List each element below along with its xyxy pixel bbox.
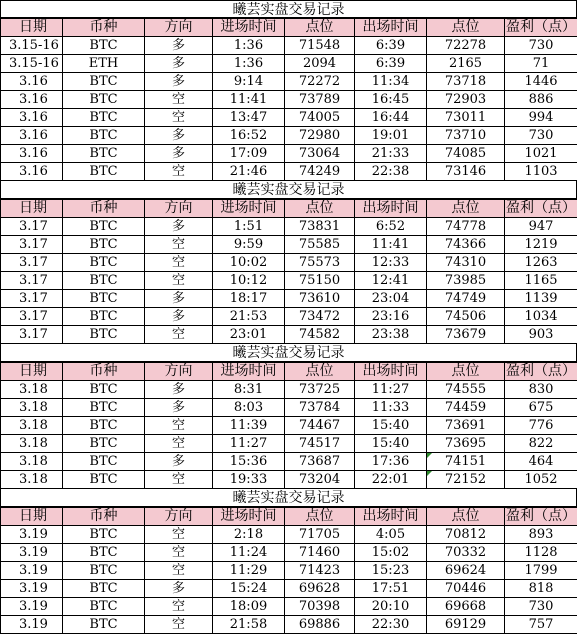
table-cell: 1128 [505,544,577,562]
table-row [1,91,577,109]
table-cell: 3.16 [1,145,63,163]
table-cell: 3.18 [1,399,63,417]
column-header: 点位 [285,363,355,381]
table-cell: 886 [505,91,577,109]
table-cell: 73011 [427,109,505,127]
table-cell: BTC [63,145,145,163]
table-cell: 空 [145,272,213,290]
header-row [1,19,577,37]
table-cell: 15:40 [355,435,427,453]
column-header: 日期 [1,508,63,526]
column-header: 点位 [285,19,355,37]
table-cell: 3.17 [1,272,63,290]
table-cell: 22:30 [355,616,427,634]
table-cell: 3.16 [1,163,63,181]
table-cell: 21:46 [213,163,285,181]
table-cell: 16:52 [213,127,285,145]
table-cell: BTC [63,91,145,109]
column-header: 日期 [1,363,63,381]
table-cell: 多 [145,453,213,471]
table-cell: 994 [505,109,577,127]
table-cell: 3.18 [1,453,63,471]
table-row [1,37,577,55]
table-cell: 3.18 [1,417,63,435]
table-cell: 11:24 [213,544,285,562]
table-cell: 69886 [285,616,355,634]
table-cell: BTC [63,236,145,254]
column-header: 方向 [145,363,213,381]
table-cell: 9:14 [213,73,285,91]
table-cell: BTC [63,254,145,272]
table-cell: 3.17 [1,254,63,272]
table-cell: 6:52 [355,218,427,236]
column-header: 币种 [63,363,145,381]
table-cell: 1:36 [213,55,285,73]
table-cell: BTC [63,290,145,308]
table-cell: 69628 [285,580,355,598]
table-cell: BTC [63,127,145,145]
table-cell: 22:38 [355,163,427,181]
table-cell: 71 [505,55,577,73]
table-cell: 3.19 [1,580,63,598]
table-cell: 74366 [427,236,505,254]
table-cell: 16:44 [355,109,427,127]
table-cell: 15:24 [213,580,285,598]
table-cell: 72903 [427,91,505,109]
table-cell: 空 [145,109,213,127]
table-cell: 20:10 [355,598,427,616]
table-cell: 空 [145,91,213,109]
table-cell: 13:47 [213,109,285,127]
table-cell: 16:45 [355,91,427,109]
table-cell: 11:41 [355,236,427,254]
table-cell: 73064 [285,145,355,163]
table-cell: BTC [63,562,145,580]
table-cell: 多 [145,399,213,417]
table-cell: 3.19 [1,616,63,634]
table-cell: 3.15-16 [1,37,63,55]
table-cell: 74506 [427,308,505,326]
table-cell: 11:33 [355,399,427,417]
table-cell: 74151 [427,453,505,471]
table-cell: 74310 [427,254,505,272]
table-cell: BTC [63,544,145,562]
trade-table [0,18,577,181]
table-cell: 75150 [285,272,355,290]
table-cell: 903 [505,326,577,344]
table-cell: 72152 [427,471,505,489]
table-cell: 74778 [427,218,505,236]
table-cell: 多 [145,55,213,73]
table-cell: 71460 [285,544,355,562]
column-header: 点位 [285,200,355,218]
table-cell: 11:29 [213,562,285,580]
table-cell: 12:33 [355,254,427,272]
table-cell: 1446 [505,73,577,91]
table-cell: 21:58 [213,616,285,634]
table-cell: 15:23 [355,562,427,580]
table-cell: 70812 [427,526,505,544]
header-row [1,508,577,526]
column-header: 进场时间 [213,363,285,381]
column-header: 点位 [427,200,505,218]
table-cell: 23:16 [355,308,427,326]
table-cell: 多 [145,308,213,326]
table-cell: 10:12 [213,272,285,290]
table-row [1,254,577,272]
table-cell: 73472 [285,308,355,326]
table-cell: 3.15-16 [1,55,63,73]
column-header: 进场时间 [213,200,285,218]
header-row [1,363,577,381]
table-row [1,163,577,181]
table-cell: 15:36 [213,453,285,471]
table-cell: 多 [145,290,213,308]
table-row [1,453,577,471]
column-header: 币种 [63,508,145,526]
table-cell: 73204 [285,471,355,489]
table-cell: 70446 [427,580,505,598]
table-cell: BTC [63,218,145,236]
table-cell: BTC [63,417,145,435]
table-cell: 空 [145,598,213,616]
table-cell: 1165 [505,272,577,290]
table-cell: 730 [505,127,577,145]
table-cell: 多 [145,381,213,399]
table-cell: 18:09 [213,598,285,616]
table-cell: BTC [63,326,145,344]
table-cell: 74555 [427,381,505,399]
column-header: 点位 [285,508,355,526]
table-row [1,526,577,544]
table-cell: 3.18 [1,381,63,399]
table-cell: 空 [145,616,213,634]
table-cell: 822 [505,435,577,453]
table-cell: 空 [145,471,213,489]
table-cell: 75573 [285,254,355,272]
table-cell: 6:39 [355,37,427,55]
column-header: 出场时间 [355,19,427,37]
table-cell: 3.16 [1,91,63,109]
table-cell: 空 [145,435,213,453]
table-cell: 17:51 [355,580,427,598]
table-cell: 3.18 [1,471,63,489]
table-row [1,399,577,417]
table-cell: 8:03 [213,399,285,417]
table-cell: 73831 [285,218,355,236]
table-cell: 9:59 [213,236,285,254]
table-cell: 72272 [285,73,355,91]
table-cell: 1139 [505,290,577,308]
table-cell: 11:39 [213,417,285,435]
table-row [1,471,577,489]
table-cell: 多 [145,127,213,145]
table-cell: 69624 [427,562,505,580]
table-cell: 757 [505,616,577,634]
column-header: 日期 [1,19,63,37]
table-cell: 21:53 [213,308,285,326]
table-cell: 17:09 [213,145,285,163]
table-cell: 73784 [285,399,355,417]
section-title: 曦芸实盘交易记录 [0,181,577,199]
table-cell: 12:41 [355,272,427,290]
column-header: 点位 [427,363,505,381]
table-row [1,598,577,616]
table-row [1,562,577,580]
table-cell: 71548 [285,37,355,55]
table-cell: 776 [505,417,577,435]
table-cell: BTC [63,580,145,598]
table-cell: 多 [145,580,213,598]
table-cell: 11:27 [355,381,427,399]
table-cell: 71423 [285,562,355,580]
table-cell: 74582 [285,326,355,344]
table-cell: 15:40 [355,417,427,435]
table-cell: 73985 [427,272,505,290]
table-cell: BTC [63,399,145,417]
table-cell: 多 [145,37,213,55]
table-cell: 70332 [427,544,505,562]
table-row [1,326,577,344]
table-row [1,580,577,598]
table-cell: 3.16 [1,109,63,127]
table-cell: 74005 [285,109,355,127]
table-cell: 2094 [285,55,355,73]
table-cell: ETH [63,55,145,73]
table-cell: BTC [63,272,145,290]
table-cell: 3.17 [1,308,63,326]
table-cell: 空 [145,526,213,544]
table-cell: BTC [63,163,145,181]
table-cell: 830 [505,381,577,399]
table-cell: 1103 [505,163,577,181]
table-row [1,236,577,254]
table-cell: 464 [505,453,577,471]
column-header: 日期 [1,200,63,218]
table-cell: BTC [63,435,145,453]
table-cell: 11:34 [355,73,427,91]
table-cell: 74467 [285,417,355,435]
table-row [1,145,577,163]
table-cell: 73789 [285,91,355,109]
trade-table [0,362,577,489]
table-cell: 75585 [285,236,355,254]
table-cell: 1219 [505,236,577,254]
table-row [1,435,577,453]
table-cell: 73695 [427,435,505,453]
table-cell: 15:02 [355,544,427,562]
table-row [1,417,577,435]
table-cell: 71705 [285,526,355,544]
column-header: 盈利（点） [505,508,577,526]
table-cell: 4:05 [355,526,427,544]
table-cell: BTC [63,37,145,55]
table-row [1,290,577,308]
table-cell: 818 [505,580,577,598]
table-cell: 3.17 [1,218,63,236]
column-header: 盈利（点） [505,200,577,218]
table-cell: 73710 [427,127,505,145]
table-cell: 1052 [505,471,577,489]
column-header: 出场时间 [355,508,427,526]
table-cell: 3.17 [1,236,63,254]
table-cell: 73725 [285,381,355,399]
table-cell: 73679 [427,326,505,344]
table-row [1,218,577,236]
table-row [1,55,577,73]
table-cell: 73610 [285,290,355,308]
column-header: 方向 [145,19,213,37]
header-row [1,200,577,218]
table-row [1,381,577,399]
table-cell: 74749 [427,290,505,308]
table-cell: 空 [145,254,213,272]
column-header: 币种 [63,200,145,218]
table-cell: 2165 [427,55,505,73]
table-cell: 3.19 [1,544,63,562]
table-cell: 空 [145,236,213,254]
column-header: 盈利（点） [505,19,577,37]
table-cell: BTC [63,73,145,91]
table-cell: 空 [145,163,213,181]
table-cell: 3.16 [1,127,63,145]
table-row [1,272,577,290]
table-cell: 22:01 [355,471,427,489]
table-cell: BTC [63,308,145,326]
table-cell: 74517 [285,435,355,453]
table-cell: 10:02 [213,254,285,272]
table-cell: 69668 [427,598,505,616]
table-cell: 1263 [505,254,577,272]
column-header: 币种 [63,19,145,37]
column-header: 出场时间 [355,200,427,218]
table-row [1,308,577,326]
table-row [1,73,577,91]
table-row [1,109,577,127]
table-cell: 1034 [505,308,577,326]
table-cell: 23:38 [355,326,427,344]
table-cell: 18:17 [213,290,285,308]
table-cell: 11:27 [213,435,285,453]
table-row [1,544,577,562]
table-cell: 74085 [427,145,505,163]
table-cell: 947 [505,218,577,236]
table-cell: 1799 [505,562,577,580]
section-title: 曦芸实盘交易记录 [0,489,577,507]
table-cell: 730 [505,598,577,616]
column-header: 出场时间 [355,363,427,381]
table-cell: 19:33 [213,471,285,489]
table-cell: BTC [63,471,145,489]
table-cell: 多 [145,73,213,91]
table-cell: 2:18 [213,526,285,544]
column-header: 方向 [145,200,213,218]
table-cell: 11:41 [213,91,285,109]
table-cell: BTC [63,381,145,399]
section-title: 曦芸实盘交易记录 [0,344,577,362]
table-cell: 8:31 [213,381,285,399]
table-cell: 3.19 [1,598,63,616]
table-cell: 多 [145,145,213,163]
column-header: 方向 [145,508,213,526]
table-cell: 675 [505,399,577,417]
trade-table [0,199,577,344]
table-cell: 6:39 [355,55,427,73]
table-cell: 73691 [427,417,505,435]
table-cell: 72278 [427,37,505,55]
table-cell: 23:04 [355,290,427,308]
table-cell: 73718 [427,73,505,91]
column-header: 点位 [427,508,505,526]
table-cell: 17:36 [355,453,427,471]
table-cell: 3.19 [1,562,63,580]
table-cell: 1021 [505,145,577,163]
table-cell: 多 [145,218,213,236]
column-header: 点位 [427,19,505,37]
table-cell: 3.17 [1,290,63,308]
column-header: 盈利（点） [505,363,577,381]
table-cell: 74459 [427,399,505,417]
table-cell: BTC [63,453,145,471]
table-row [1,127,577,145]
table-cell: 3.17 [1,326,63,344]
table-cell: 73146 [427,163,505,181]
table-cell: 空 [145,562,213,580]
table-cell: 3.18 [1,435,63,453]
table-cell: 19:01 [355,127,427,145]
table-cell: BTC [63,616,145,634]
table-cell: 空 [145,544,213,562]
table-cell: 730 [505,37,577,55]
table-cell: 893 [505,526,577,544]
section-title: 曦芸实盘交易记录 [0,0,577,18]
table-cell: BTC [63,109,145,127]
table-cell: 3.19 [1,526,63,544]
table-cell: 空 [145,326,213,344]
column-header: 进场时间 [213,19,285,37]
table-cell: BTC [63,526,145,544]
table-cell: 23:01 [213,326,285,344]
table-cell: 3.16 [1,73,63,91]
table-cell: 空 [145,417,213,435]
table-cell: BTC [63,598,145,616]
table-cell: 1:51 [213,218,285,236]
table-cell: 21:33 [355,145,427,163]
table-cell: 72980 [285,127,355,145]
table-cell: 73687 [285,453,355,471]
trade-table [0,507,577,634]
table-cell: 1:36 [213,37,285,55]
column-header: 进场时间 [213,508,285,526]
table-cell: 74249 [285,163,355,181]
table-cell: 69129 [427,616,505,634]
table-cell: 70398 [285,598,355,616]
